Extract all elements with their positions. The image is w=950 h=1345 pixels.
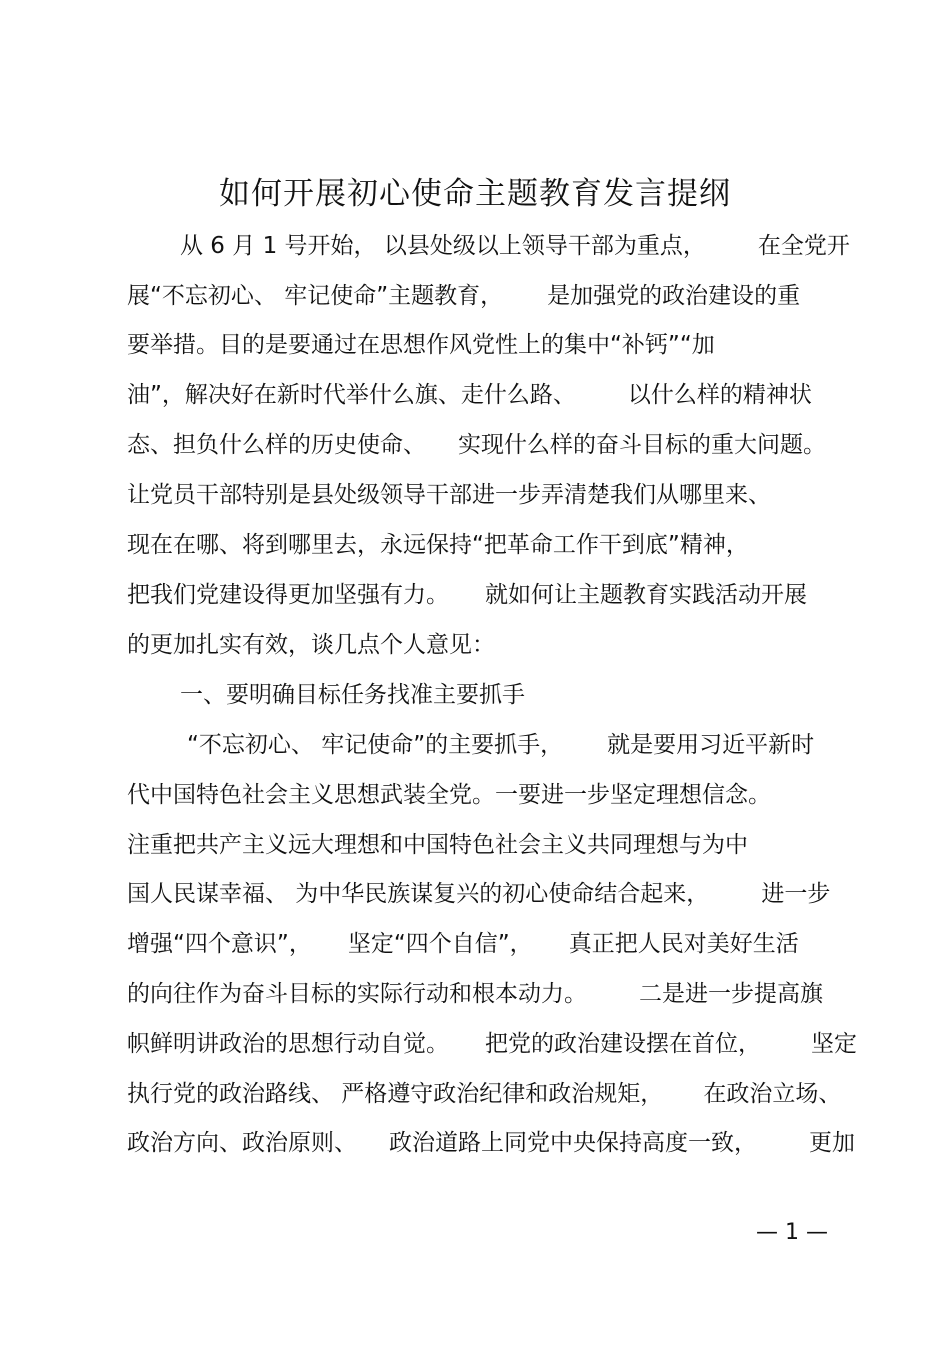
text-segment: 增强“四个意识”，: [127, 931, 312, 957]
text-line: [127, 929, 799, 959]
text-segment: 更加: [809, 1130, 855, 1156]
text-line: [127, 1079, 841, 1109]
text-segment: 要举措。目的是要通过在思想作风党性上的集中“补钙”“加: [127, 332, 715, 358]
text-line: [180, 680, 525, 710]
text-segment: 在政治立场、: [703, 1081, 842, 1107]
text-segment: 帜鲜明讲政治的思想行动自觉。: [127, 1031, 449, 1057]
text-segment: 二是进一步提高旗: [639, 981, 823, 1007]
text-line: [127, 480, 771, 510]
document-title: 如何开展初心使命主题教育发言提纲: [219, 176, 731, 212]
page-number: — 1 —: [756, 1220, 828, 1245]
text-line: [127, 580, 807, 610]
text-segment: 坚定: [811, 1031, 857, 1057]
text-line: [127, 879, 830, 909]
text-segment: 以什么样的精神状: [627, 382, 812, 408]
text-line: [127, 1128, 855, 1158]
text-segment: 把我们党建设得更加坚强有力。: [127, 582, 449, 608]
text-segment: 真正把人民对美好生活: [568, 931, 799, 957]
text-segment: 政治方向、政治原则、: [127, 1130, 357, 1156]
text-segment: 一、要明确目标任务找准主要抓手: [180, 682, 525, 708]
text-line: [127, 630, 495, 660]
text-segment: 把党的政治建设摆在首位，: [485, 1031, 761, 1057]
text-line: [127, 530, 749, 560]
text-segment: 政治道路上同党中央保持高度一致，: [389, 1130, 757, 1156]
text-segment: 的向往作为奋斗目标的实际行动和根本动力。: [127, 981, 587, 1007]
text-line: [127, 1029, 857, 1059]
text-segment: 油”，解决好在新时代举什么旗、走什么路、: [127, 382, 576, 408]
text-line: [127, 380, 812, 410]
text-segment: 让党员干部特别是县处级领导干部进一步弄清楚我们从哪里来、: [127, 482, 771, 508]
text-segment: 从 6 月 1 号开始， 以县处级以上领导干部为重点，: [180, 233, 706, 259]
text-segment: 国人民谋幸福、 为中华民族谋复兴的初心使命结合起来，: [127, 881, 710, 907]
text-segment: 态、担负什么样的历史使命、: [127, 432, 426, 458]
text-line: [127, 780, 771, 810]
text-line: [180, 231, 850, 261]
text-segment: 就是要用习近平新时: [607, 732, 815, 758]
text-segment: 坚定“四个自信”，: [347, 931, 533, 957]
text-line: [127, 430, 826, 460]
text-segment: 进一步: [761, 881, 831, 907]
text-line: [127, 830, 748, 860]
text-line: [127, 979, 823, 1009]
text-segment: “不忘初心、 牢记使命”的主要抓手，: [187, 732, 564, 758]
text-line: [187, 730, 814, 760]
text-segment: 注重把共产主义远大理想和中国特色社会主义共同理想与为中: [127, 832, 748, 858]
text-line: [127, 330, 715, 360]
text-segment: 实现什么样的奋斗目标的重大问题。: [458, 432, 826, 458]
text-line: [127, 281, 800, 311]
text-segment: 代中国特色社会主义思想武装全党。一要进一步坚定理想信念。: [127, 782, 771, 808]
text-segment: 在全党开: [757, 233, 850, 259]
text-segment: 就如何让主题教育实践活动开展: [485, 582, 807, 608]
text-segment: 的更加扎实有效，谈几点个人意见：: [127, 632, 495, 658]
text-segment: 执行党的政治路线、 严格遵守政治纪律和政治规矩，: [127, 1081, 664, 1107]
text-segment: 是加强党的政治建设的重: [547, 283, 801, 309]
text-segment: 现在在哪、将到哪里去，永远保持“把革命工作干到底”精神，: [127, 532, 749, 558]
text-segment: 展“不忘初心、 牢记使命”主题教育，: [127, 283, 504, 309]
